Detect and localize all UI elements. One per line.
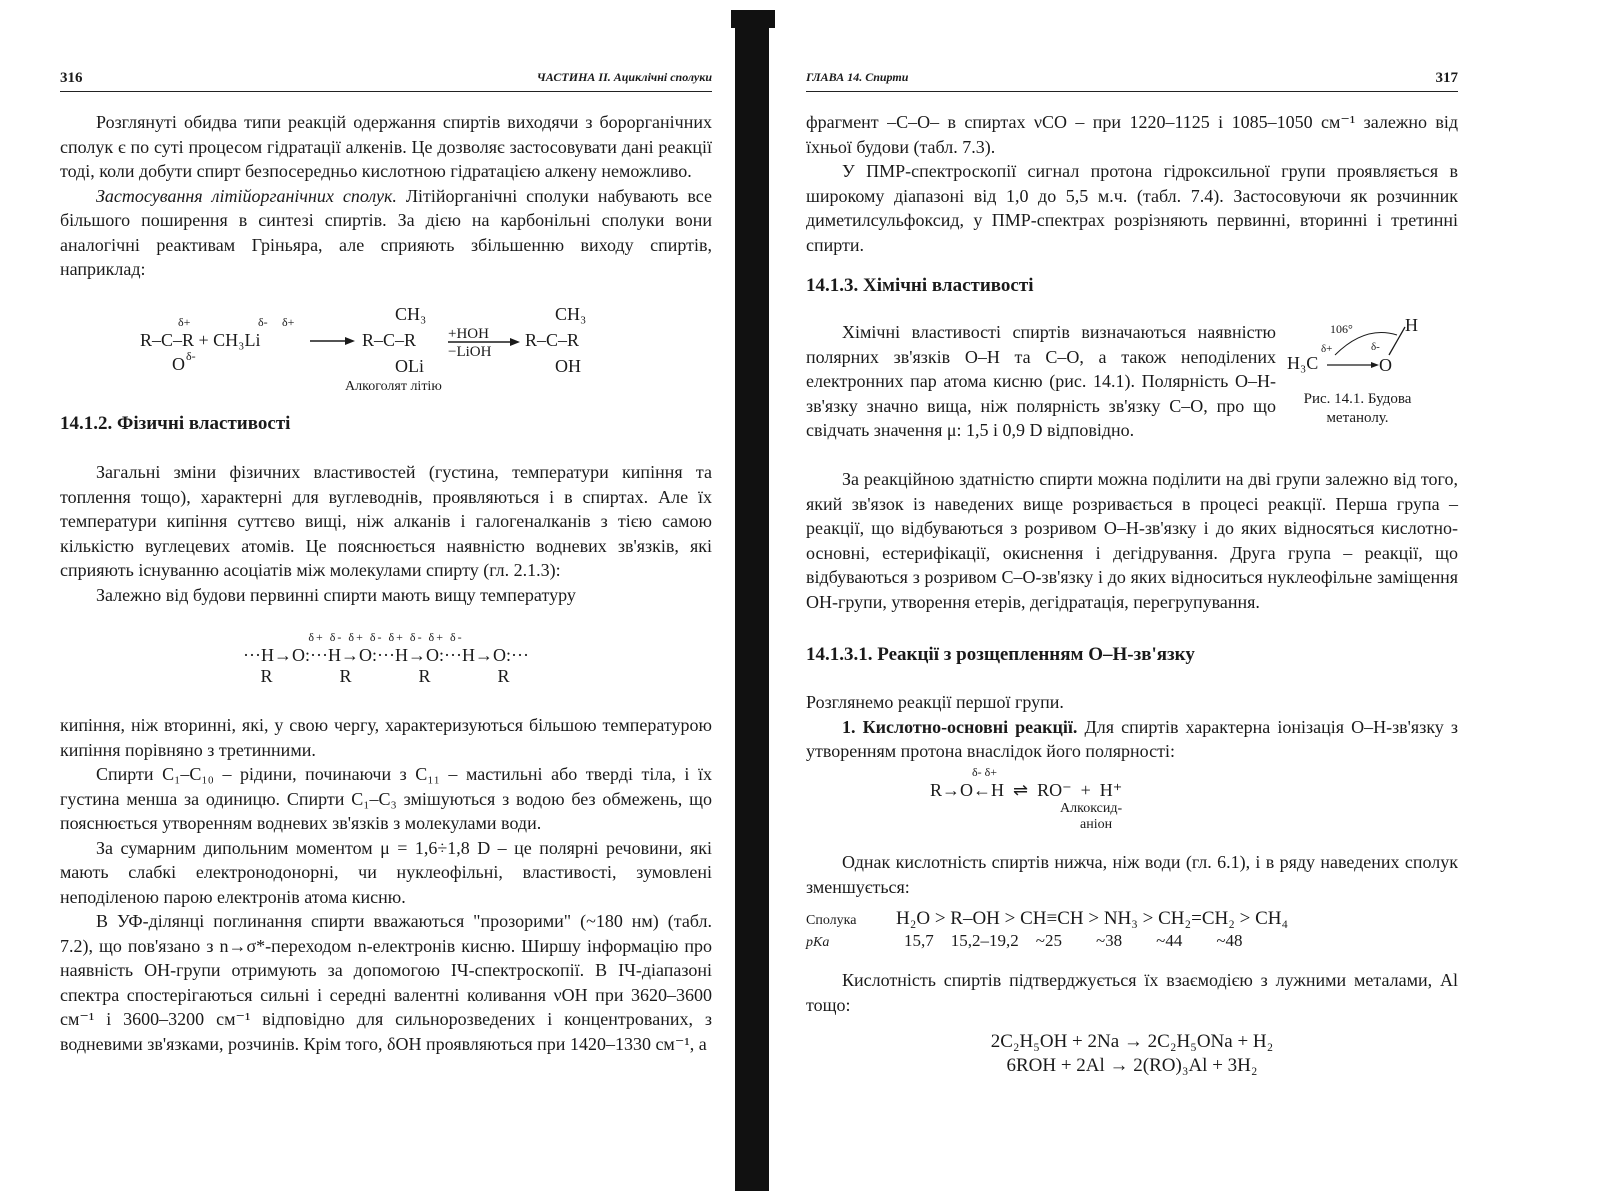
lithium-reaction-scheme [130,298,630,398]
left-running-head: ЧАСТИНА II. Ациклічні сполуки [536,70,712,84]
oxygen-atom: O [172,354,185,374]
intermediate: R–C–R [362,330,417,350]
equation-sodium: 2C₂H₅OH + 2Na → 2C₂H₅ONa + H₂ [990,1031,1274,1052]
right-paragraph-5: Розглянемо реакції першої групи. [806,692,1064,712]
reagent-lioh: −LiOH [448,344,492,360]
right-body-5 [806,850,1458,899]
section-heading-physical: 14.1.2. Фізичні властивості [60,413,291,434]
ionization-scheme [930,765,1330,833]
reagent-hoh: +HOH [448,326,489,342]
metal-reaction-equations [806,1030,1458,1078]
left-paragraph-5: кипіння, ніж вторинні, які, у свою чергу, характеризуються більшою температурою кипіння порівняно з третинними. [60,715,712,760]
acidity-series-row-1 [806,908,1458,930]
oxygen-atom-fig: O [1379,355,1392,375]
right-paragraph-6-rest: Для спиртів характерна іонізація O–H-зв'язку з утворенням протона внаслідок його полярності: [806,716,1458,761]
section-heading-chemical: 14.1.3. Хімічні властивості [806,275,1034,296]
hbond-r-row: R R R R [260,666,512,686]
delta-minus-o: δ- [186,349,196,363]
right-paragraph-4: За реакційною здатністю спирти можна поділити на дві групи залежно від того, який зв'язок із наведених вище розривається в процесі реакції. Перша група – реакції, що відбуваються з розривом O–H-зв'язку і до яких відносяться кислотно-основні, естерифікації, окиснення і дегідрування. Друга група – реакції, що відбуваються з розривом C–O-зв'язку і до яких відноситься нуклеофільне заміщення OH-групи, утворення етерів, дегідратація, перегрупування. [806,469,1458,612]
right-paragraph-7: Однак кислотність спиртів нижча, ніж води (гл. 6.1), і в ряду наведених сполук зменшується: [806,852,1458,897]
left-paragraph-2-rest: Літійорганічні сполуки набувають все більшого поширення в синтезі спиртів. За дією на карбонільні сполуки вони аналогічні реактивам Гріньяра, але сприяють збільшенню виходу спиртів, наприклад: [60,185,712,279]
right-paragraph-3: Хімічні властивості спиртів визначаються наявністю полярних зв'язків O–H та C–O, а також неподілених електронних пар атома кисню (рис. 14.1). Полярність O–H-зв'язку значно вища, ніж полярність зв'язку C–O, про що свідчать значення μ: 1,5 і 0,9 D відповідно. [806,322,1276,440]
ionization-main-row: R→O←H ⇌ RO⁻ + H⁺ [930,780,1123,800]
alkoxide-caption: Алкоголят літію [345,379,442,394]
book-gutter-shadow [735,10,769,1191]
series-label-compound: Сполука [806,913,857,928]
left-page-number: 316 [60,70,83,86]
acidity-series [806,908,1458,951]
delta-plus-fig: δ+ [1321,343,1333,355]
left-page-header [60,70,712,92]
series-label-pka: pKa [806,935,830,950]
left-paragraph-1: Розглянуті обидва типи реакцій одержання спиртів виходячи з борорганічних сполук є по суті процесом гідратації алкенів. Це дозволяє застосовувати дані реакції тоді, коли добути спирт безпосередньо кислотною гідратацією алкену неможливо. [60,112,712,181]
right-page-header [806,70,1458,92]
ch3-top-2: CH₃ [555,304,587,324]
methyl-group: H₃C [1287,353,1319,373]
ch3-top-1: CH₃ [395,304,427,324]
alkoxide-anion-caption-2: аніон [1080,817,1113,832]
hbond-delta-row: δ+ δ- δ+ δ- δ+ δ- δ+ δ- [308,630,464,644]
right-paragraph-1: фрагмент –C–O– в спиртах νCO – при 1220–1125 і 1085–1050 см⁻¹ залежно від їхньої будови (табл. 7.3). [806,112,1458,157]
delta-minus-label: δ- [258,315,268,329]
left-paragraph-2-lead: Застосування літійорганічних сполук. [96,185,397,206]
right-body-3 [806,467,1458,614]
right-paragraph-2: У ПМР-спектроскопії сигнал протона гідроксильної групи проявляється в широкому діапазоні від 1,0 до 5,5 м.ч. (табл. 7.4). Застосовуючи як розчинник диметилсульфоксид, у ПМР-спектрах розрізняють первинні, вторинні і третинні спирти. [806,161,1458,255]
left-paragraph-4: Залежно від будови первинні спирти мають вищу температуру [96,584,576,605]
methanol-figure-caption: Рис. 14.1. Будова метанолу. [1303,391,1412,426]
left-paragraph-3: Загальні зміни фізичних властивостей (густина, температури кипіння та топлення тощо), характерні для вуглеводнів, проявляються і в спиртах. Але їх температури кипіння суттєво вищі, ніж алканів і галогеналканів з тією самою кількістю вуглецевих атомів. Це пояснюється наявністю водневих зв'язків, які сприяють існуванню асоціатів між молекулами спирту (гл. 2.1.3): [60,462,712,580]
oli-group: OLi [395,356,424,376]
right-page [790,0,1621,1191]
ionization-delta-row: δ- δ+ [972,765,998,779]
left-body [60,110,712,282]
series-compounds: H₂O > R–OH > CH≡CH > NH₃ > CH₂=CH₂ > CH₄ [896,908,1289,929]
right-body-2 [806,320,1276,443]
right-paragraph-8: Кислотність спиртів підтверджується їх взаємодією з лужними металами, Al тощо: [806,970,1458,1015]
alkoxide-anion-caption-1: Алкоксид- [1060,801,1123,816]
left-paragraph-6: Спирти C₁–C₁₀ – рідини, починаючи з C₁₁ – мастильні або тверді тіла, і їх густина менша за одиницю. Спирти C₁–C₃ змішуються з водою без обмежень, що пояснюється утворенням водневих зв'язків з молекулами води. [60,764,712,833]
hbond-main-row: ···H→O:···H→O:···H→O:···H→O:··· [243,645,529,665]
right-body-4 [806,690,1458,764]
left-body-2 [60,460,712,607]
right-body-6 [806,968,1458,1017]
right-page-number: 317 [1435,70,1458,86]
equation-aluminum: 6ROH + 2Al → 2(RO)₃Al + 3H₂ [1006,1055,1258,1076]
right-running-head: ГЛАВА 14. Спирти [806,70,909,84]
series-pka-values: 15,7 15,2–19,2 ~25 ~38 ~44 ~48 [904,931,1243,950]
acidity-series-row-2 [806,930,1458,951]
left-paragraph-8: В УФ-ділянці поглинання спирти вважаються "прозорими" (~180 нм) (табл. 7.2), що пов'язано з n→σ*-переходом n-електронів кисню. Ширшу інформацію про наявність OH-групи отримують за допомогою ІЧ-спектроскопії. В ІЧ-діапазоні спектра спостерігаються сильні і середні валентні коливання νOH при 3620–3600 см⁻¹ і 3600–3200 см⁻¹ відповідно для сильнорозведених і концентрованих, з водневими зв'язками, розчинів. Крім того, δOH проявляються при 1420–1330 см⁻¹, а [60,911,712,1054]
left-page [0,0,760,1191]
left-paragraph-2 [60,184,712,282]
hydrogen-bond-scheme [60,630,712,687]
right-body [806,110,1458,257]
hydrogen-atom: H [1405,315,1418,335]
reactant-carbonyl: R–C–R + CH₃Li [140,330,261,350]
delta-plus-label: δ+ [178,315,191,329]
section-heading-oh-cleavage: 14.1.3.1. Реакції з розщепленням O–H-зв'язку [806,644,1195,665]
angle-label: 106° [1330,322,1353,336]
oh-group: OH [555,356,581,376]
right-section-chem [806,274,1458,299]
right-paragraph-6-lead: 1. Кислотно-основні реакції. [842,716,1078,737]
left-body-3 [60,713,712,1056]
left-paragraph-7: За сумарним дипольним моментом μ = 1,6÷1,8 D – це полярні речовини, які мають слабкі електронодонорні, чи нуклеофільні, властивості, зумовлені неподіленою парою електронів атома кисню. [60,837,712,907]
product-alcohol: R–C–R [525,330,580,350]
right-section-oh [806,643,1458,668]
delta-minus-fig: δ- [1371,341,1380,353]
delta-plus-label-2: δ+ [282,315,295,329]
left-section-phys [60,412,712,437]
right-paragraph-6 [806,715,1458,764]
methanol-structure-figure [1285,305,1435,385]
